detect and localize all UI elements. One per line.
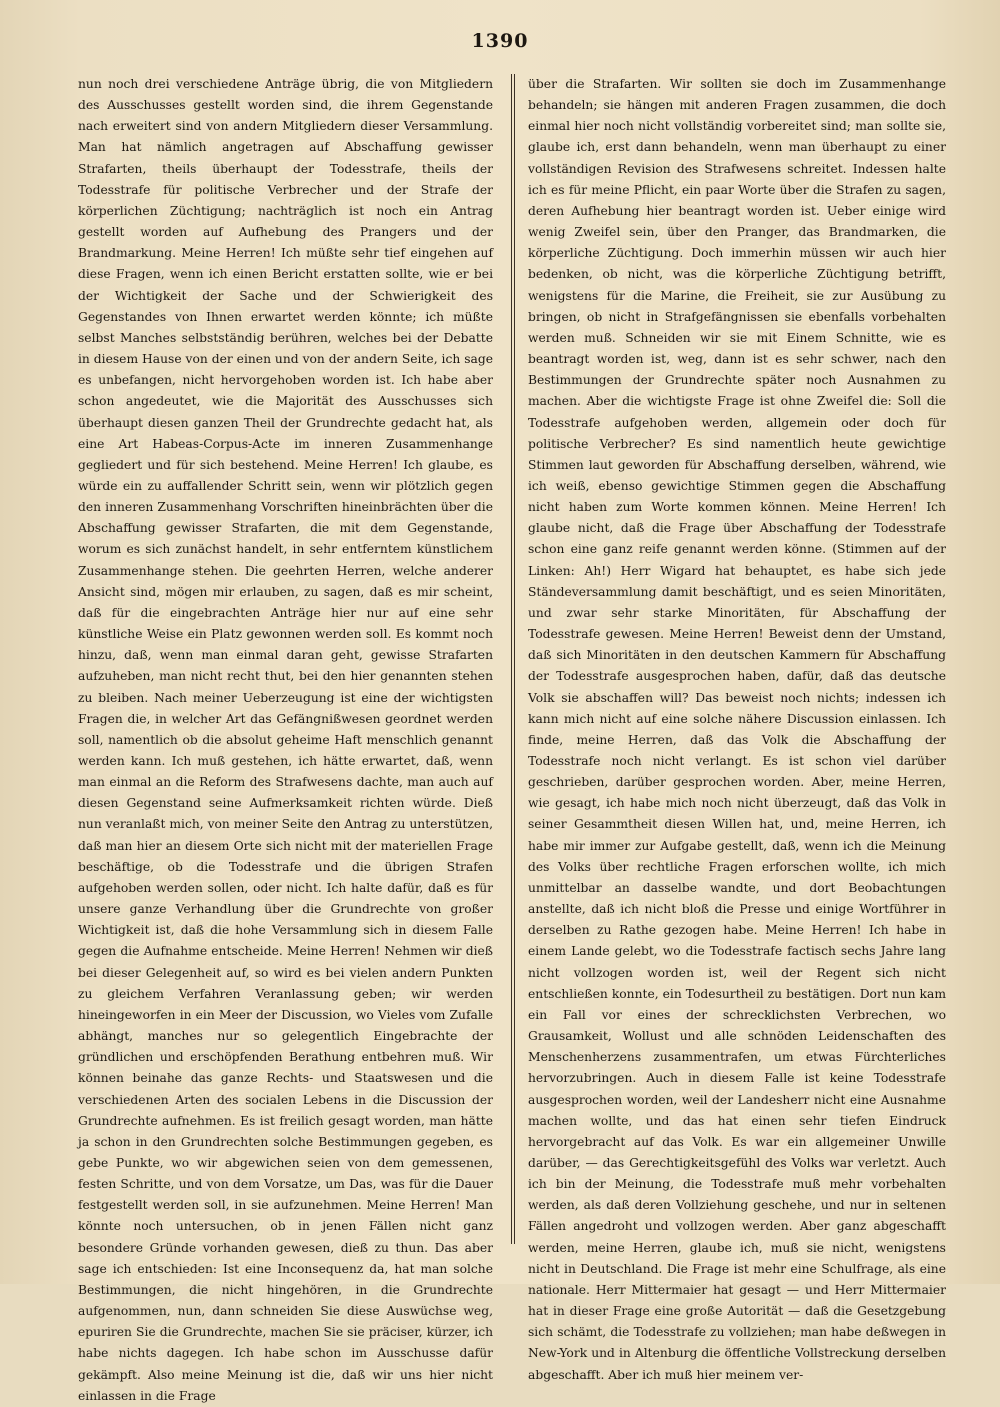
text-column-left (78, 74, 494, 1403)
text-column-right (528, 74, 946, 1382)
column-divider-second (514, 74, 515, 1244)
paragraph-left: nun noch drei verschiedene Anträge übrig, die von Mitgliedern des Ausschusses gestellt worden sind, die ihrem Gegenstande nach erweitert sind von andern Mitgliedern dieser Versammlung. Man hat nämlich angetragen auf Abschaffung gewisser Strafarten, theils überhaupt der Todesstrafe, theils der Todesstrafe für politische Verbrecher und der Strafe der körperlichen Züchtigung; nachträglich ist noch ein Antrag gestellt worden auf Aufhebung des Prangers und der Brandmarkung. Meine Herren! Ich müßte sehr tief eingehen auf diese Fragen, wenn ich einen Bericht erstatten sollte, wie er bei der Wichtigkeit der Sache und der Schwierigkeit des Gegenstandes von Ihnen erwartet werden könnte; ich müßte selbst Manches selbstständig berühren, welches bei der Debatte in diesem Hause von der einen und von der andern Seite, ich sage es unbefangen, nicht hervorgehoben worden ist. Ich habe aber schon angedeutet, wie die Majorität des Ausschusses sich überhaupt diesen ganzen Theil der Grundrechte gedacht hat, als eine Art Habeas-Corpus-Acte im inneren Zusammenhange gegliedert und für sich bestehend. Meine Herren! Ich glaube, es würde ein zu auffallender Schritt sein, wenn wir plötzlich gegen den inneren Zusammenhang Vorschriften hineinbrächten über die Abschaffung gewisser Strafarten, die mit dem Gegenstande, worum es sich zunächst handelt, in sehr entferntem künstlichem Zusammenhange stehen. Die geehrten Herren, welche anderer Ansicht sind, mögen mir erlauben, zu sagen, daß es mir scheint, daß für die eingebrachten Anträge hier nur auf eine sehr künstliche Weise ein Platz gewonnen werden soll. Es kommt noch hinzu, daß, wenn man einmal daran geht, gewisse Strafarten aufzuheben, man nicht recht thut, bei den hier genannten stehen zu bleiben. Nach meiner Ueberzeugung ist eine der wichtigsten Fragen die, in welcher Art das Gefängnißwesen geordnet werden soll, namentlich ob die absolut geheime Haft menschlich genannt werden kann. Ich muß gestehen, ich hätte erwartet, daß, wenn man einmal an die Reform des Strafwesens dachte, man auch auf diesen Gegenstand seine Aufmerksamkeit richten würde. Dieß nun veranlaßt mich, von meiner Seite den Antrag zu unterstützen, daß man hier an diesem Orte sich nicht mit der materiellen Frage beschäftige, ob die Todesstrafe und die übrigen Strafen aufgehoben werden sollen, oder nicht. Ich halte dafür, daß es für unsere ganze Verhandlung über die Grundrechte von großer Wichtigkeit ist, daß die hohe Versammlung sich in diesem Falle gegen die Aufnahme entscheide. Meine Herren! Nehmen wir dieß bei dieser Gelegenheit auf, so wird es bei vielen andern Punkten zu gleichem Verfahren Veranlassung geben; wir werden hineingeworfen in ein Meer der Discussion, wo Vieles vom Zufalle abhängt, manches nur so gelegentlich Eingebrachte der gründlichen und erschöpfenden Berathung entbehren muß. Wir können beinahe das ganze Rechts- und Staatswesen und die verschiedenen Arten des socialen Lebens in die Discussion der Grundrechte aufnehmen. Es ist freilich gesagt worden, man hätte ja schon in den Grundrechten solche Bestimmungen gegeben, es gebe Punkte, wo wir abgewichen seien von dem gemessenen, festen Schritte, und von dem Vorsatze, um Das, was für die Dauer festgestellt werden soll, in sie aufzunehmen. Meine Herren! Man könnte noch untersuchen, ob in jenen Fällen nicht ganz besondere Gründe vorhanden gewesen, dieß zu thun. Das aber sage ich entschieden: Ist eine Inconsequenz da, hat man solche Bestimmungen, die nicht hingehören, in die Grundrechte aufgenommen, nun, dann schneiden Sie diese Auswüchse weg, epuriren Sie die Grundrechte, machen Sie sie präciser, kürzer, ich habe nichts dagegen. Ich habe schon im Ausschusse dafür gekämpft. Also meine Meinung ist die, daß wir uns hier nicht einlassen in die Frage (78, 77, 494, 1403)
paragraph-right: über die Strafarten. Wir sollten sie doch im Zusammenhange behandeln; sie hängen mit anderen Fragen zusammen, die doch einmal hier noch nicht vollständig vorbereitet sind; man sollte sie, glaube ich, erst dann behandeln, wenn man überhaupt zu einer vollständigen Revision des Strafwesens schreitet. Indessen halte ich es für meine Pflicht, ein paar Worte über die Strafen zu sagen, deren Aufhebung hier beantragt worden ist. Ueber einige wird wenig Zweifel sein, über den Pranger, das Brandmarken, die körperliche Züchtigung. Doch immerhin müssen wir auch hier bedenken, ob nicht, was die körperliche Züchtigung betrifft, wenigstens für die Marine, die Freiheit, sie zur Ausübung zu bringen, ob nicht in Strafgefängnissen sie ebenfalls vorbehalten werden muß. Schneiden wir sie mit Einem Schnitte, wie es beantragt worden ist, weg, dann ist es sehr schwer, nach den Bestimmungen der Grundrechte später noch Ausnahmen zu machen. Aber die wichtigste Frage ist ohne Zweifel die: Soll die Todesstrafe aufgehoben werden, allgemein oder doch für politische Verbrecher? Es sind namentlich heute gewichtige Stimmen laut geworden für Abschaffung derselben, während, wie ich weiß, ebenso gewichtige Stimmen gegen die Abschaffung nicht haben zum Worte kommen können. Meine Herren! Ich glaube nicht, daß die Frage über Abschaffung der Todesstrafe schon eine ganz reife genannt werden könne. (Stimmen auf der Linken: Ah!) Herr Wigard hat behauptet, es habe sich jede Ständeversammlung damit beschäftigt, und es seien Minoritäten, und zwar sehr starke Minoritäten, für Abschaffung der Todesstrafe gewesen. Meine Herren! Beweist denn der Umstand, daß sich Minoritäten in den deutschen Kammern für Abschaffung der Todesstrafe ausgesprochen haben, dafür, daß das deutsche Volk sie abschaffen will? Das beweist noch nichts; indessen ich kann mich nicht auf eine solche nähere Discussion einlassen. Ich finde, meine Herren, daß das Volk die Abschaffung der Todesstrafe noch nicht verlangt. Es ist schon viel darüber geschrieben, darüber gesprochen worden. Aber, meine Herren, wie gesagt, ich habe mich noch nicht überzeugt, daß das Volk in seiner Gesammtheit diesen Willen hat, und, meine Herren, ich habe mir immer zur Aufgabe gestellt, daß, wenn ich die Meinung des Volks über rechtliche Fragen erforschen wollte, ich mich unmittelbar an dasselbe wandte, und dort Beobachtungen anstellte, daß ich nicht bloß die Presse und einige Wortführer in derselben zu Rathe gezogen habe. Meine Herren! Ich habe in einem Lande gelebt, wo die Todesstrafe factisch sechs Jahre lang nicht vollzogen worden ist, weil der Regent sich nicht entschließen konnte, ein Todesurtheil zu bestätigen. Dort nun kam ein Fall vor eines der schrecklichsten Verbrechen, wo Grausamkeit, Wollust und alle schnöden Leidenschaften des Menschenherzens zusammentrafen, um etwas Fürchterliches hervorzubringen. Auch in diesem Falle ist keine Todesstrafe ausgesprochen worden, weil der Landesherr nicht eine Ausnahme machen wollte, und das hat einen sehr tiefen Eindruck hervorgebracht auf das Volk. Es war ein allgemeiner Unwille darüber, — das Gerechtigkeitsgefühl des Volks war verletzt. Auch ich bin der Meinung, die Todesstrafe muß mehr vorbehalten werden, als daß deren Vollziehung geschehe, und nur in seltenen Fällen angedroht und vollzogen werden. Aber ganz abgeschafft werden, meine Herren, glaube ich, muß sie nicht, wenigstens nicht in Deutschland. Die Frage ist mehr eine Schulfrage, als eine nationale. Herr Mittermaier hat gesagt — und Herr Mittermaier hat in dieser Frage eine große Autorität — daß die Gesetzgebung sich schämt, die Todesstrafe zu vollziehen; man habe deßwegen in New-York und in Altenburg die öffentliche Vollstreckung derselben abgeschafft. Aber ich muß hier meinem ver- (528, 77, 946, 1382)
page-number: 1390 (471, 30, 529, 52)
column-divider (511, 74, 512, 1244)
